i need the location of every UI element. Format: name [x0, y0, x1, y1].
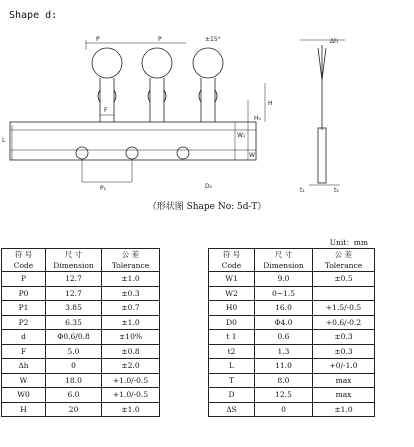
tape-drawing	[0, 0, 414, 200]
shape-caption: （形状图 Shape No: 5d-T）	[147, 202, 267, 212]
table-row	[209, 344, 375, 359]
spec-table-right	[208, 248, 375, 417]
cell-code: P2	[2, 315, 46, 330]
label-do: D₀	[205, 183, 213, 190]
cell-code: P	[2, 272, 46, 287]
header-tolerance: Tolerance	[313, 260, 375, 272]
label-p: P	[158, 36, 162, 43]
cell-code: D0	[209, 315, 255, 330]
cell-tol: ±0.3	[313, 330, 375, 345]
cell-tol: ±1.0	[102, 315, 160, 330]
cell-dim: 0	[46, 359, 102, 374]
component-3	[193, 48, 223, 122]
sprocket-hole	[126, 147, 138, 159]
label-l: L	[2, 137, 6, 144]
table-row	[209, 286, 375, 301]
cell-tol: ±10%	[102, 330, 160, 345]
label-h: H	[268, 100, 273, 107]
cell-tol: max	[313, 388, 375, 403]
table-row	[2, 388, 160, 403]
side-view	[300, 40, 345, 185]
cell-code: F	[2, 344, 46, 359]
cell-dim: 16.0	[255, 301, 313, 316]
cell-code: W	[2, 373, 46, 388]
table-row	[2, 330, 160, 345]
cell-dim: 8.0	[255, 373, 313, 388]
cell-dim: 20	[46, 402, 102, 417]
label-angle: ±15°	[205, 36, 221, 43]
cell-tol: ±0.5	[313, 272, 375, 287]
table-row	[209, 272, 375, 287]
table-row	[2, 359, 160, 374]
cell-code: W1	[209, 272, 255, 287]
header-code: Code	[2, 260, 46, 272]
table-row	[209, 330, 375, 345]
cell-code: P0	[2, 286, 46, 301]
table-row	[2, 301, 160, 316]
table-row	[2, 272, 160, 287]
header-symbol-cn: 符 号	[209, 249, 255, 261]
table-row	[2, 315, 160, 330]
cell-code: d	[2, 330, 46, 345]
cell-dim: 0~1.5	[255, 286, 313, 301]
cell-code: W2	[209, 286, 255, 301]
cell-code: t2	[209, 344, 255, 359]
table-row	[209, 315, 375, 330]
table-row	[209, 359, 375, 374]
sprocket-hole	[177, 147, 189, 159]
cell-code: Δh	[2, 359, 46, 374]
cell-tol: ±0.8	[102, 344, 160, 359]
label-w: W	[249, 152, 255, 159]
cell-dim: 6.0	[46, 388, 102, 403]
label-f: F	[104, 107, 108, 114]
cell-dim: 0	[255, 402, 313, 417]
cell-code: t 1	[209, 330, 255, 345]
cell-tol: +0/-1.0	[313, 359, 375, 374]
label-h0: H₀	[254, 115, 261, 122]
header-dimension: Dimension	[255, 260, 313, 272]
cell-tol: ±0.3	[313, 344, 375, 359]
cell-dim: 9.0	[255, 272, 313, 287]
cell-dim: 3.85	[46, 301, 102, 316]
cell-tol: ±1.0	[313, 402, 375, 417]
cell-dim: 12.7	[46, 272, 102, 287]
cell-dim: 12.7	[46, 286, 102, 301]
cell-code: H	[2, 402, 46, 417]
header-symbol-cn: 符 号	[2, 249, 46, 261]
cell-tol: +1.0/-0.5	[102, 373, 160, 388]
shape-title: Shape d:	[9, 10, 58, 21]
tape-strip	[10, 122, 256, 160]
table-row	[2, 373, 160, 388]
cell-tol: +0.6/-0.2	[313, 315, 375, 330]
label-w1: W₁	[237, 132, 246, 139]
cell-code: T	[209, 373, 255, 388]
cell-tol: max	[313, 373, 375, 388]
cell-dim: Φ4.0	[255, 315, 313, 330]
cell-tol: ±0.3	[102, 286, 160, 301]
cell-code: H0	[209, 301, 255, 316]
cell-dim: 12.5	[255, 388, 313, 403]
label-t2: t₂	[334, 187, 339, 194]
header-tol-cn: 公 差	[102, 249, 160, 261]
header-dimension: Dimension	[46, 260, 102, 272]
table-row	[209, 388, 375, 403]
cell-dim: 5.0	[46, 344, 102, 359]
cell-code: ΔS	[209, 402, 255, 417]
cell-dim: 1.3	[255, 344, 313, 359]
sprocket-hole	[76, 147, 88, 159]
cell-tol: ±2.0	[102, 359, 160, 374]
header-size-cn: 尺 寸	[255, 249, 313, 261]
table-row	[209, 373, 375, 388]
table-row	[2, 402, 160, 417]
table-row	[209, 301, 375, 316]
cell-tol: +1.0/-0.5	[102, 388, 160, 403]
table-row	[2, 344, 160, 359]
cell-dim: 11.0	[255, 359, 313, 374]
label-p0: P	[96, 36, 100, 43]
unit-label: Unit：mm	[329, 238, 368, 247]
cell-code: D	[209, 388, 255, 403]
spec-table-left	[1, 248, 160, 417]
cell-dim: 18.0	[46, 373, 102, 388]
cell-tol: ±1.0	[102, 272, 160, 287]
label-dh: Δh	[330, 38, 338, 45]
header-code: Code	[209, 260, 255, 272]
table-row	[2, 286, 160, 301]
cell-dim: 6.35	[46, 315, 102, 330]
cell-tol: ±1.0	[102, 402, 160, 417]
label-p1: P₁	[100, 185, 107, 192]
cell-dim: Φ0.6/0.8	[46, 330, 102, 345]
cell-dim: 0.6	[255, 330, 313, 345]
cell-code: L	[209, 359, 255, 374]
cell-code: W0	[2, 388, 46, 403]
header-tol-cn: 公 差	[313, 249, 375, 261]
table-row	[209, 402, 375, 417]
component-2	[142, 48, 172, 122]
cell-tol: ±0.7	[102, 301, 160, 316]
header-size-cn: 尺 寸	[46, 249, 102, 261]
cell-tol	[313, 286, 375, 301]
cell-code: P1	[2, 301, 46, 316]
label-t1: t₁	[300, 187, 305, 194]
header-tolerance: Tolerance	[102, 260, 160, 272]
cell-tol: +1.5/-0.5	[313, 301, 375, 316]
